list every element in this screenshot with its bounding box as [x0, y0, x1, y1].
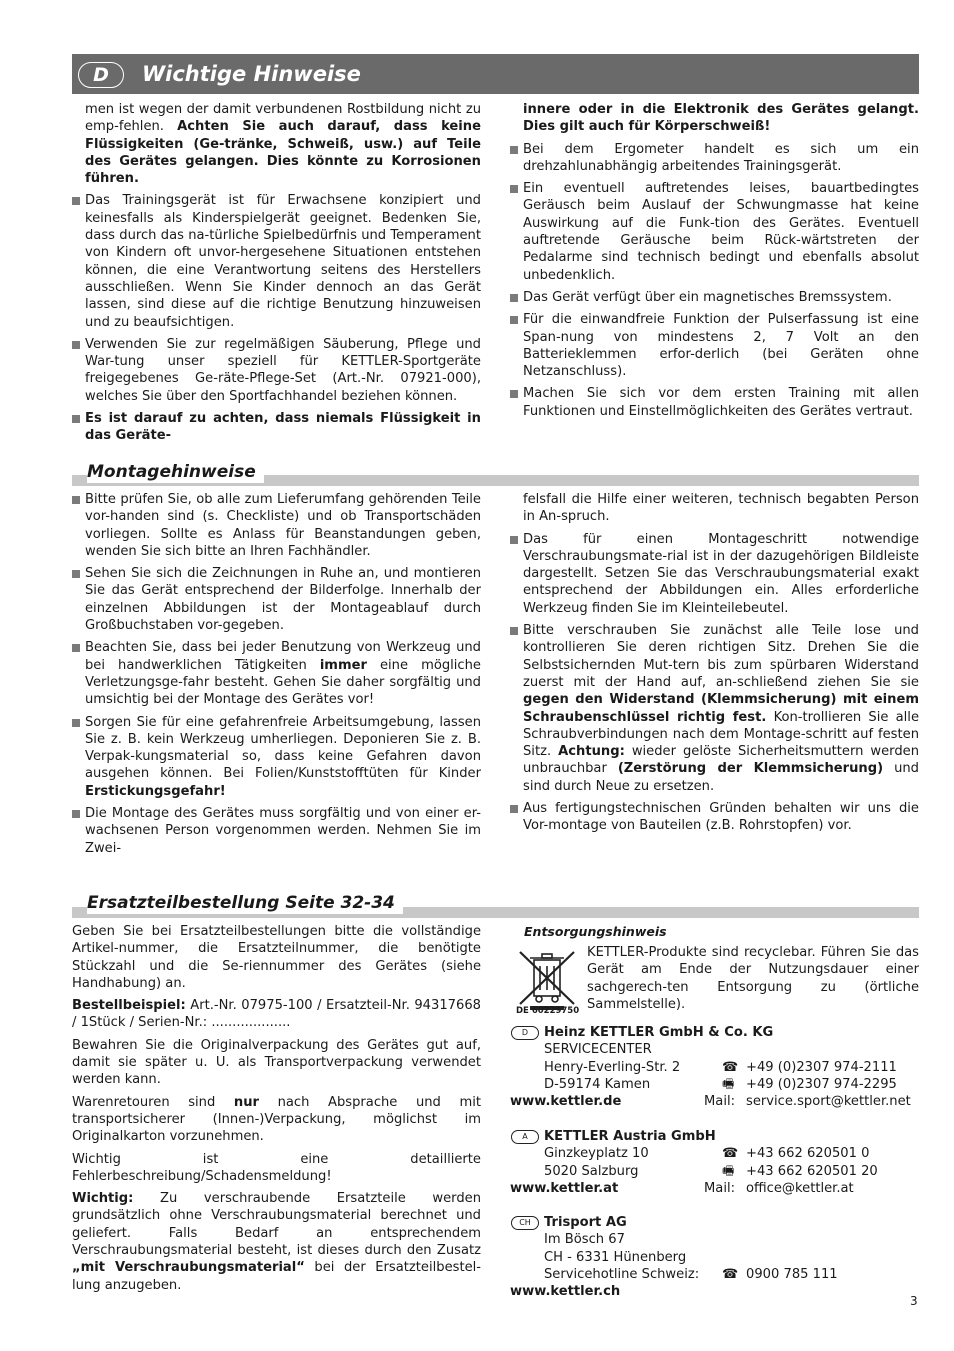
address-line: Ginzkeyplatz 10	[544, 1146, 649, 1162]
paragraph: Geben Sie bei Ersatzteilbestellungen bitte die vollständige Artikel-nummer, die Ersatzteilnummer, die benötigte Stückzahl und die Se-riennummer des Gerätes (siehe Handhabung) an.	[72, 924, 481, 991]
company-name: Trisport AG	[544, 1215, 627, 1230]
bullet-square-icon	[510, 146, 518, 154]
list-item: Aus fertigungstechnischen Gründen behalten wir uns die Vor-montage von Bauteilen (z.B. Rohrstopfen) vor.	[510, 800, 919, 835]
phone-number: +49 (0)2307 974-2111	[746, 1059, 897, 1075]
bullet-square-icon	[510, 805, 518, 813]
disposal-text: KETTLER-Produkte sind recyclebar. Führen Sie das Gerät am Ende der Nutzungsdauer einer sachgerech-ten Entsorgung zu (örtliche Sammelstelle).	[587, 945, 919, 1012]
section1-left-column	[72, 101, 481, 450]
address-switzerland	[510, 1214, 919, 1300]
bullet-square-icon	[72, 415, 80, 423]
fax-icon: 🖷	[722, 1076, 735, 1092]
section2-right-column	[510, 491, 919, 840]
address-germany	[510, 1024, 919, 1110]
list-item: Beachten Sie, dass bei jeder Benutzung von Werkzeug und bei handwerklichen Tätigkeiten immer eine mögliche Verletzungsge-fahr besteht. Gehen Sie daher sorgfältig und umsichtig bei der Montage des Gerätes vor!	[72, 639, 481, 708]
list-item: Sorgen Sie für eine gefahrenfreie Arbeitsumgebung, lassen Sie z. B. kein Werkzeug umherliegen. Deponieren Sie z. B. Verpak-kungsmaterial so, dass keine Gefahren davon ausgehen können. Bei Folien/Kunststofftüten für Kinder Erstickungsgefahr!	[72, 714, 481, 800]
phone-icon: ☎	[722, 1146, 739, 1162]
bullet-square-icon	[510, 185, 518, 193]
continuation-text: men ist wegen der damit verbundenen Rostbildung nicht zu emp-fehlen. Achten Sie auch darauf, dass keine Flüssigkeiten (Ge-tränke, Schweiß, usw.) auf Teile des Gerätes gelangen. Dies könnte zu Korrosionen führen.	[85, 102, 481, 187]
address-line: Servicehotline Schweiz:	[544, 1266, 700, 1282]
address-austria	[510, 1128, 919, 1197]
recycling-code: DE 60229750	[516, 1006, 580, 1016]
bullet-square-icon	[510, 390, 518, 398]
bullet-square-icon	[72, 197, 80, 205]
list-item: Verwenden Sie zur regelmäßigen Säuberung, Pflege und War-tung unser speziell für KETTLER-Sportgeräte freigegebenes Ge-räte-Pflege-Set (Art.-Nr. 07921-000), welches Sie über den Sportfachhandel beziehen können.	[72, 336, 481, 405]
list-item: Machen Sie sich vor dem ersten Training mit allen Funktionen und Einstellmöglichkeiten des Gerätes vertraut.	[510, 385, 919, 420]
disposal-heading: Entsorgungshinweis	[524, 924, 667, 939]
email-link[interactable]: office@kettler.at	[746, 1180, 854, 1196]
paragraph: Wichtig: Zu verschraubende Ersatzteile werden grundsätzlich ohne Verschraubungsmaterial berechnet und geliefert. Falls Bedarf an entsprechendem Verschraubungsmaterial besteht, ist dieses durch den Zusatz „mit Verschraubungsmaterial“ bei der Ersatzteilbestel-lung anzugeben.	[72, 1191, 481, 1293]
address-line: SERVICECENTER	[544, 1042, 652, 1058]
phone-icon: ☎	[722, 1266, 739, 1282]
paragraph: Warenretouren sind nur nach Absprache und mit transportsicherer (Innen-)Verpackung, möglichst im Originalkarton vorzunehmen.	[72, 1094, 481, 1145]
continuation-text: innere oder in die Elektronik des Gerätes gelangt. Dies gilt auch für Körperschweiß!	[523, 102, 919, 135]
bullet-square-icon	[72, 719, 80, 727]
list-item: Das Trainingsgerät ist für Erwachsene konzipiert und keinesfalls als Kinderspielgerät geeignet. Bedenken Sie, dass durch das na-türliche Spielbedürfnis und Temperament von Kindern oft unvor-hergesehene Situationen entstehen können, die eine Verantwortung seitens des Herstellers ausschließen. Wenn Sie Kinder dennoch an das Gerät lassen, sind diese auf die richtige Benutzung hinzuweisen und zu beaufsichtigen.	[72, 192, 481, 330]
country-badge: D	[511, 1026, 539, 1040]
bullet-square-icon	[510, 294, 518, 302]
list-item: Bitte verschrauben Sie zunächst alle Teile lose und kontrollieren Sie deren richtigen Sitz. Drehen Sie die Selbstsichernden Mut-tern bis zum spürbaren Widerstand zuerst mit der Hand auf, an-schließend ziehen Sie sie gegen den Widerstand (Klemmsicherung) mit einem Schraubenschlüssel richtig fest. Kon-trollieren Sie alle Schraubverbindungen nach dem Montage-schritt auf festen Sitz. Achtung: wieder gelöste Sicherheitsmuttern werden unbrauchbar (Zerstörung der Klemmsicherung) und sind durch Neue zu ersetzen.	[510, 622, 919, 795]
country-badge: CH	[511, 1216, 539, 1230]
section3-left-column	[72, 923, 481, 1299]
company-name: KETTLER Austria GmbH	[544, 1129, 716, 1144]
website-link[interactable]: www.kettler.ch	[510, 1284, 621, 1300]
address-line: Henry-Everling-Str. 2	[544, 1059, 681, 1075]
website-link[interactable]: www.kettler.at	[510, 1180, 619, 1196]
address-line: CH - 6331 Hünenberg	[544, 1249, 687, 1265]
address-line: Im Bösch 67	[544, 1232, 625, 1248]
list-item: Bei dem Ergometer handelt es sich um ein drehzahlunabhängig arbeitendes Trainingsgerät.	[510, 141, 919, 176]
paragraph: Wichtig ist eine detaillierte Fehlerbeschreibung/Schadensmeldung!	[72, 1151, 481, 1184]
section2-left-column	[72, 491, 481, 862]
bullet-square-icon	[510, 316, 518, 324]
address-line: 5020 Salzburg	[544, 1163, 639, 1179]
paragraph: Bestellbeispiel: Art.-Nr. 07975-100 / Ersatzteil-Nr. 94317668 / 1Stück / Serien-Nr.: ...................	[72, 998, 481, 1031]
fax-number: +43 662 620501 20	[746, 1163, 878, 1179]
section-title-ersatzteil: Ersatzteilbestellung Seite 32-34	[87, 892, 403, 914]
fax-icon: 🖷	[722, 1163, 735, 1179]
bullet-square-icon	[72, 644, 80, 652]
mail-label: Mail:	[704, 1094, 736, 1110]
paragraph: Bewahren Sie die Originalverpackung des Gerätes gut auf, damit sie später u. U. als Transportverpackung verwendet werden kann.	[72, 1037, 481, 1088]
email-link[interactable]: service.sport@kettler.net	[746, 1094, 911, 1110]
bullet-square-icon	[72, 570, 80, 578]
bullet-square-icon	[510, 536, 518, 544]
website-link[interactable]: www.kettler.de	[510, 1094, 622, 1110]
bullet-square-icon	[72, 810, 80, 818]
list-item: Sehen Sie sich die Zeichnungen in Ruhe an, und montieren Sie das Gerät entsprechend der Bilderfolge. Innerhalb der einzelnen Abbildungen ist der Montageablauf durch Großbuchstaben vor-gegeben.	[72, 565, 481, 634]
country-badge: A	[511, 1130, 539, 1144]
address-line: D-59174 Kamen	[544, 1076, 651, 1092]
phone-number: +43 662 620501 0	[746, 1146, 870, 1162]
mail-label: Mail:	[704, 1180, 736, 1196]
phone-number: 0900 785 111	[746, 1266, 838, 1282]
page-number: 3	[910, 1294, 918, 1308]
bullet-square-icon	[72, 341, 80, 349]
company-name: Heinz KETTLER GmbH & Co. KG	[544, 1025, 774, 1040]
section-title-montage: Montagehinweise	[87, 461, 264, 483]
bullet-square-icon	[510, 627, 518, 635]
phone-icon: ☎	[722, 1059, 739, 1075]
fax-number: +49 (0)2307 974-2295	[746, 1076, 897, 1092]
list-item: Für die einwandfreie Funktion der Pulserfassung ist eine Span-nung von mindestens 2, 7 Volt an den Batterieklemmen erfor-derlich (bei Geräten ohne Netzanschluss).	[510, 311, 919, 380]
section1-right-column	[510, 101, 919, 425]
list-item: Bitte prüfen Sie, ob alle zum Lieferumfang gehörenden Teile vor-handen sind (s. Checkliste) und ob Transportschäden vorliegen. Sollte es Anlass für Beanstandungen geben, wenden Sie sich bitte an Ihren Fachhändler.	[72, 491, 481, 560]
header-bar	[72, 54, 919, 94]
list-item: Es ist darauf zu achten, dass niemals Flüssigkeit in das Geräte-	[72, 410, 481, 445]
list-item: Ein eventuell auftretendes leises, bauartbedingtes Geräusch beim Auslauf der Schwungmasse hat keine Auswirkung auf die Funk-tion des Gerätes. Eventuell auftretende Geräusche beim Rück-wärtstreten der Pedalarme sind technisch bedingt und ebenfalls absolut unbedenklich.	[510, 180, 919, 284]
language-badge: D	[78, 62, 124, 88]
bullet-square-icon	[72, 496, 80, 504]
page-title: Wichtige Hinweise	[142, 62, 361, 86]
list-item: Das für einen Montageschritt notwendige Verschraubungsmate-rial ist in der dazugehörigen Bildleiste dargestellt. Setzen Sie das Verschraubungsmaterial exakt entsprechend der Abbildungen ein. Alles erforderliche Werkzeug finden Sie im Kleinteilebeutel.	[510, 531, 919, 617]
list-item: Die Montage des Gerätes muss sorgfältig und von einer er-wachsenen Person vorgenommen werden. Nehmen Sie im Zwei-	[72, 805, 481, 857]
list-item: Das Gerät verfügt über ein magnetisches Bremssystem.	[510, 289, 919, 306]
continuation-text: felsfall die Hilfe einer weiteren, technisch begabten Person in An-spruch.	[523, 492, 919, 525]
